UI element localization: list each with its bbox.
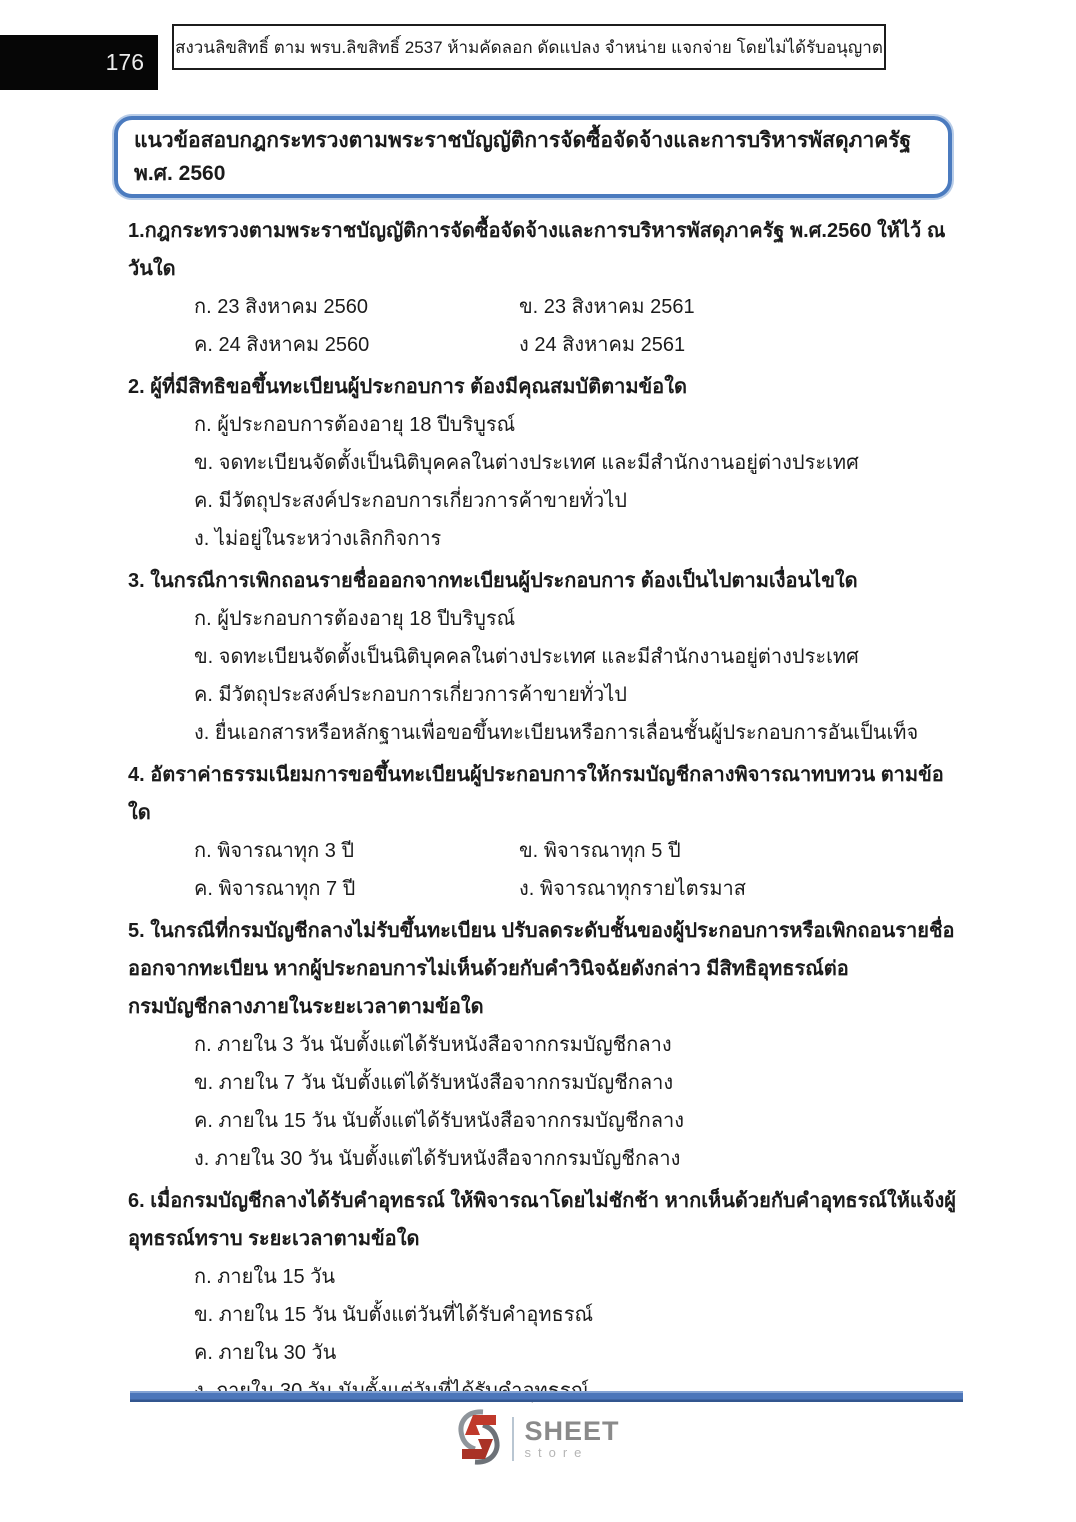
option-item: ข. จดทะเบียนจัดตั้งเป็นนิติบุคคลในต่างประเทศ และมีสำนักงานอยู่ต่างประเทศ [194, 646, 859, 668]
option-item: ข. ภายใน 7 วัน นับตั้งแต่ได้รับหนังสือจากกรมบัญชีกลาง [194, 1072, 674, 1094]
copyright-text: สงวนลิขสิทธิ์ ตาม พรบ.ลิขสิทธิ์ 2537 ห้ามคัดลอก ดัดแปลง จำหน่าย แจกจ่าย โดยไม่ได้รับอนุญาต [175, 37, 883, 57]
question-stem-line: 4. อัตราค่าธรรมเนียมการขอขึ้นทะเบียนผู้ประกอบการให้กรมบัญชีกลางพิจารณาทบทวน ตามข้อใด [128, 764, 944, 824]
question-2 [128, 368, 960, 558]
question-4 [128, 756, 960, 908]
option-item: ก. ภายใน 3 วัน นับตั้งแต่ได้รับหนังสือจากกรมบัญชีกลาง [194, 1034, 672, 1056]
option-row [128, 832, 960, 870]
questions-section [128, 212, 960, 1414]
option-item: ก. ภายใน 15 วัน [194, 1266, 336, 1288]
brand-name: SHEET [524, 1416, 620, 1446]
option-item: ง 24 สิงหาคม 2561 [519, 334, 686, 356]
option-item: ง. ยื่นเอกสารหรือหลักฐานเพื่อขอขึ้นทะเบียนหรือการเลื่อนชั้นผู้ประกอบการอันเป็นเท็จ [194, 722, 919, 744]
option-item: ข. ภายใน 15 วัน นับตั้งแต่วันที่ได้รับคำอุทธรณ์ [194, 1304, 594, 1326]
brand-subtitle: store [524, 1445, 589, 1460]
option-item: ก. ผู้ประกอบการต้องอายุ 18 ปีบริบูรณ์ [194, 414, 516, 436]
sheet-logo [0, 1408, 1076, 1470]
question-stem-line: ออกจากทะเบียน หากผู้ประกอบการไม่เห็นด้วยกับคำวินิจฉัยดังกล่าว มีสิทธิอุทธรณ์ต่อ [128, 958, 849, 980]
option-item: ง. พิจารณาทุกรายไตรมาส [519, 878, 746, 900]
option-item: ก. ผู้ประกอบการต้องอายุ 18 ปีบริบูรณ์ [194, 608, 516, 630]
option-item: ง. ภายใน 30 วัน นับตั้งแต่ได้รับหนังสือจากกรมบัญชีกลาง [194, 1148, 681, 1170]
option-row [128, 288, 960, 326]
option-item: ค. มีวัตถุประสงค์ประกอบการเกี่ยวการค้าขายทั่วไป [194, 490, 627, 512]
option-row [128, 870, 960, 908]
question-1 [128, 212, 960, 364]
logo-divider [512, 1417, 514, 1461]
option-item: ง. ไม่อยู่ในระหว่างเลิกกิจการ [194, 528, 442, 550]
logo-text [524, 1417, 619, 1461]
question-stem-line: 1.กฎกระทรวงตามพระราชบัญญัติการจัดซื้อจัดจ้างและการบริหารพัสดุภาครัฐ พ.ศ.2560 ให้ไว้ ณ [128, 220, 946, 242]
exam-title: แนวข้อสอบกฎกระทรวงตามพระราชบัญญัติการจัดซื้อจัดจ้างและการบริหารพัสดุภาครัฐ พ.ศ. 2560 [134, 129, 912, 185]
question-stem-line: 3. ในกรณีการเพิกถอนรายชื่อออกจากทะเบียนผู้ประกอบการ ต้องเป็นไปตามเงื่อนไขใด [128, 570, 858, 592]
option-item: ค. ภายใน 15 วัน นับตั้งแต่ได้รับหนังสือจากกรมบัญชีกลาง [194, 1110, 684, 1132]
option-item: ค. มีวัตถุประสงค์ประกอบการเกี่ยวการค้าขายทั่วไป [194, 684, 627, 706]
question-6 [128, 1182, 960, 1410]
question-stem-line: วันใด [128, 258, 176, 280]
page-number-box [0, 35, 158, 90]
sheet-s-logo-icon [456, 1408, 502, 1471]
option-item: ก. 23 สิงหาคม 2560 [194, 296, 369, 318]
option-item: ก. พิจารณาทุก 3 ปี [194, 840, 355, 862]
option-item: ค. ภายใน 30 วัน [194, 1342, 337, 1364]
question-5 [128, 912, 960, 1178]
exam-title-box [114, 116, 952, 198]
page-number: 176 [105, 49, 144, 75]
footer-divider-bar [130, 1391, 963, 1402]
option-item: ข. จดทะเบียนจัดตั้งเป็นนิติบุคคลในต่างประเทศ และมีสำนักงานอยู่ต่างประเทศ [194, 452, 859, 474]
question-stem-line: กรมบัญชีกลางภายในระยะเวลาตามข้อใด [128, 996, 484, 1018]
option-row [128, 326, 960, 364]
question-stem-line: 2. ผู้ที่มีสิทธิขอขึ้นทะเบียนผู้ประกอบการ ต้องมีคุณสมบัติตามข้อใด [128, 376, 687, 398]
option-item: ค. พิจารณาทุก 7 ปี [194, 878, 356, 900]
question-stem-line: 5. ในกรณีที่กรมบัญชีกลางไม่รับขึ้นทะเบียน ปรับลดระดับชั้นของผู้ประกอบการหรือเพิกถอนรายชื่อ [128, 920, 955, 942]
option-item: ข. พิจารณาทุก 5 ปี [519, 840, 681, 862]
option-item: ค. 24 สิงหาคม 2560 [194, 334, 370, 356]
copyright-box [172, 24, 886, 70]
question-3 [128, 562, 960, 752]
question-stem-line: อุทธรณ์ทราบ ระยะเวลาตามข้อใด [128, 1228, 420, 1250]
option-item: ข. 23 สิงหาคม 2561 [519, 296, 695, 318]
question-stem-line: 6. เมื่อกรมบัญชีกลางได้รับคำอุทธรณ์ ให้พิจารณาโดยไม่ชักช้า หากเห็นด้วยกับคำอุทธรณ์ให้แจ้งผู้ [128, 1190, 956, 1212]
